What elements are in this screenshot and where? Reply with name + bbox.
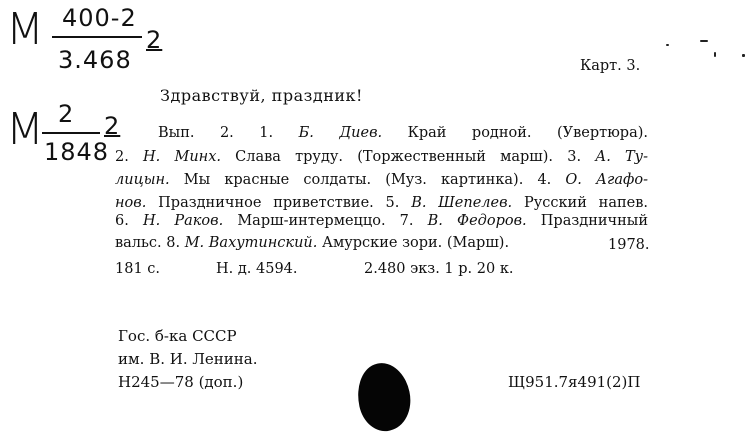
description-text: Край родной. (Увертюра). [382,125,649,141]
handwritten-tail-1: 2 [146,26,163,54]
description-text: Русский напев. [512,195,648,211]
ink-stain [351,358,416,435]
handwritten-numerator-1: 400-2 [62,4,137,32]
author-name: нов. [115,195,147,211]
author-name: М. Вахутинский. [184,235,318,251]
description-text: Праздничный [526,213,648,229]
work-title: Здравствуй, праздник! [160,86,363,105]
author-name: Б. Диев. [298,125,383,141]
library-order: Н245—78 (доп.) [118,373,244,391]
description-text: 2. [115,149,144,165]
handwritten-numerator-2: 2 [58,100,75,128]
author-name: В. Федоров. [427,213,527,229]
speck [700,40,708,42]
description-line [115,149,648,165]
description-text: 6. [115,213,143,229]
handwritten-letter-1: М [6,4,45,55]
catalog-id: Н. д. 4594. [216,261,298,277]
shelf-mark: Щ951.7я491(2)П [508,373,641,391]
author-name: О. Агафо- [565,172,648,188]
description-text: вальс. 8. [115,235,185,251]
year: 1978. [608,237,650,253]
handwritten-letter-2: М [6,104,45,155]
description-line [115,172,648,188]
speck [666,44,669,46]
author-name: лицын. [115,172,170,188]
page-count: 181 с. [115,261,161,277]
handwritten-denominator-1: 3.468 [58,46,132,74]
author-name: Н. Раков. [142,213,224,229]
author-name: Н. Минх. [143,149,221,165]
description-text: Марш-интермеццо. 7. [223,213,428,229]
library-name: Гос. б-ка СССР [118,327,237,345]
author-name: В. Шепелев. [411,195,513,211]
speck [714,52,716,57]
description-text: Праздничное приветствие. 5. [146,195,412,211]
description-text: Вып. 2. 1. [158,125,299,141]
handwritten-denominator-2: 1848 [44,138,110,166]
library-dedication: им. В. И. Ленина. [118,350,258,368]
description-line [115,195,648,211]
fraction-line-2 [42,132,100,134]
description-line [115,235,509,251]
handwritten-tail-2: 2 [104,112,121,140]
description-text: Амурские зори. (Марш). [317,235,510,251]
description-text: Слава труду. (Торжественный марш). 3. [221,149,596,165]
card-number: Карт. 3. [580,58,641,74]
description-line [158,125,648,141]
print-run-price: 2.480 экз. 1 р. 20 к. [364,261,514,277]
speck [742,54,745,57]
description-text: Мы красные солдаты. (Муз. картинка). 4. [169,172,566,188]
description-line [115,213,648,229]
fraction-line-1 [52,36,142,38]
author-name: А. Ту- [595,149,648,165]
